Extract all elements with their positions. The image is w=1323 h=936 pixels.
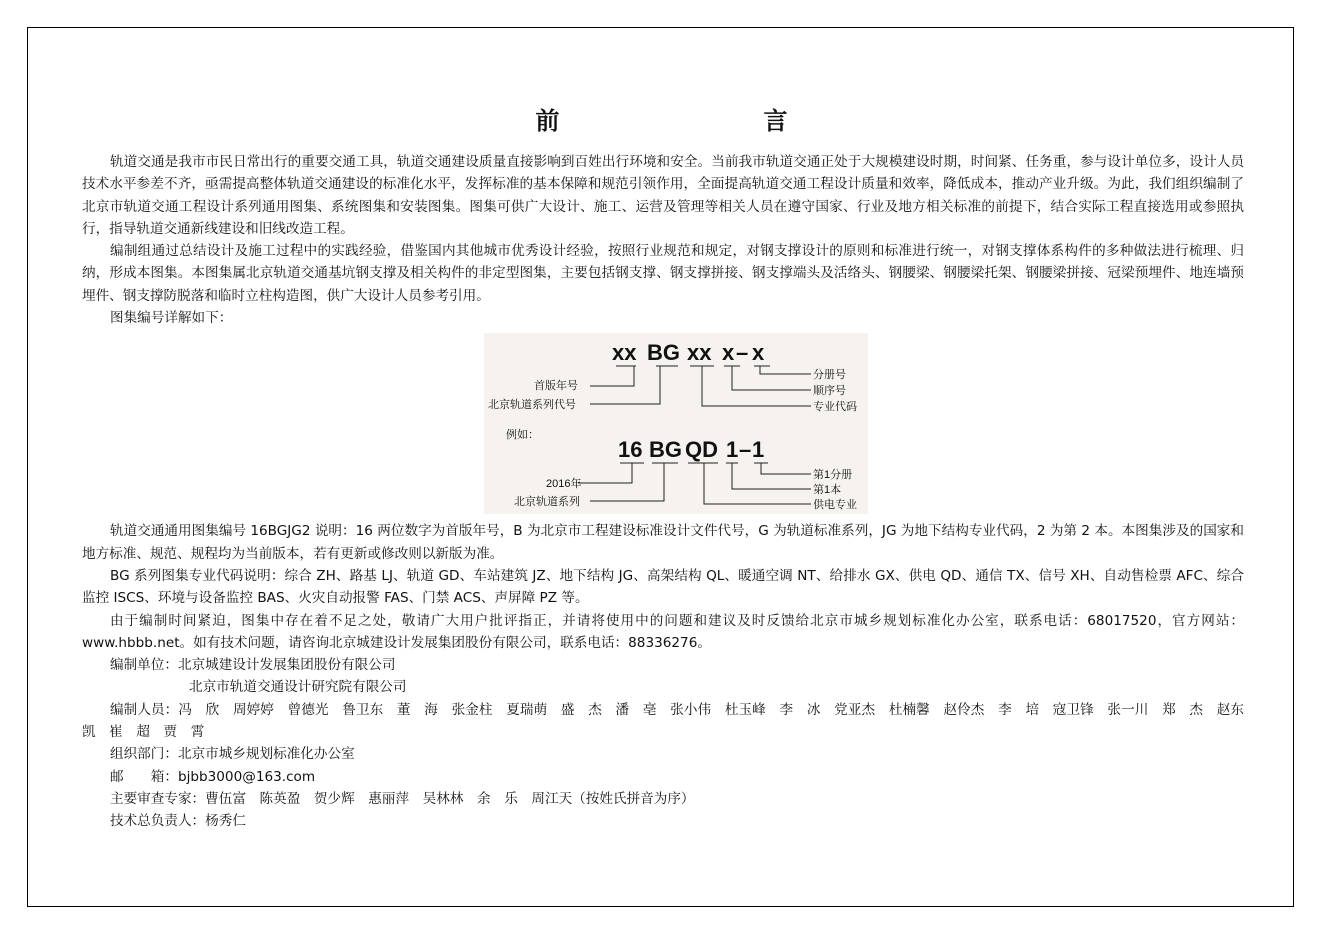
code-discipline-example: QD	[685, 437, 718, 463]
label-volume-no: 分册号	[813, 369, 846, 382]
numbering-diagram	[484, 333, 868, 514]
organizing-department: 组织部门：北京市城乡规划标准化办公室	[110, 746, 355, 763]
leader-discipline-top	[702, 366, 811, 406]
number-explanation: 轨道交通通用图集编号 16BGJG2 说明：16 两位数字为首版年号，B 为北京市工程建设标准设计文件代号，G 为轨道标准系列，JG 为地下结构专业代码，2 为第 2 本。本图集涉及的国家和地方标准、规范、规程均为当前版本，若有更新或修改则以新版为准。	[82, 523, 1244, 562]
intro-paragraph: 轨道交通是我市市民日常出行的重要交通工具，轨道交通建设质量直接影响到百姓出行环境和安全。当前我市轨道交通正处于大规模建设时期，时间紧、任务重，参与设计单位多，设计人员技术水平参差不齐，亟需提高整体轨道交通建设的标准化水平，发挥标准的基本保障和规范引领作用，全面提高轨道交通工程设计质量和效率，降低成本，推动产业升级。为此，我们组织编制了北京市轨道交通工程设计系列通用图集、系统图集和安装图集。图集可供广大设计、施工、运营及管理等相关人员在遵守国家、行业及地方相关标准的前提下，结合实际工程直接选用或参照执行，指导轨道交通新线建设和旧线改造工程。	[82, 154, 1244, 237]
numbering-diagram-svg	[484, 333, 868, 514]
compiling-staff: 编制人员：冯 欣 周婷婷 曾德光 鲁卫东 董 海 张金柱 夏瑞萌 盛 杰 潘 亳 张小伟 杜玉峰 李 冰 党亚杰 杜楠馨 赵伶杰 李 培 寇卫锋 张一川 郑 杰 赵东凯 崔 超 贾 霄	[82, 701, 1244, 741]
code-year-placeholder: xx	[612, 340, 637, 366]
code-volume-placeholder: x	[752, 340, 765, 366]
code-order-example: 1	[726, 437, 739, 463]
leader-series-top	[590, 366, 660, 404]
label-power-discipline: 供电专业	[813, 499, 857, 512]
code-volume-example: 1	[752, 437, 765, 463]
review-experts: 主要审查专家：曹伍富 陈英盈 贺少辉 惠丽萍 吴林林 余 乐 周江天（按姓氏拼音为序）	[110, 790, 695, 807]
label-volume-1: 第1分册	[813, 469, 853, 482]
leader-volume-top	[760, 366, 811, 374]
code-dash-example: –	[739, 437, 752, 463]
contact-email: 邮 箱：bjbb3000@163.com	[110, 768, 316, 785]
label-first-year: 首版年号	[534, 380, 578, 393]
compiling-unit: 编制单位：北京城建设计发展集团股份有限公司	[110, 657, 396, 674]
document-body	[82, 151, 1244, 833]
numbering-intro: 图集编号详解如下：	[110, 310, 233, 327]
label-order-no: 顺序号	[813, 385, 846, 398]
code-discipline-placeholder: xx	[687, 340, 712, 366]
leader-discipline-bottom	[704, 463, 811, 504]
page-title: 前 言	[535, 106, 840, 135]
code-series-example: BG	[649, 437, 682, 463]
discipline-codes: BG 系列图集专业代码说明：综合 ZH、路基 LJ、轨道 GD、车站建筑 JZ、地下结构 JG、高架结构 QL、暖通空调 NT、给排水 GX、供电 QD、通信 TX、信号 XH、自动售检票 AFC、综合监控 ISCS、环境与设备监控 BAS、火灾自动报警 FAS、门禁 ACS、声屏障 PZ 等。	[82, 567, 1244, 607]
label-beijing-series: 北京轨道系列	[514, 496, 580, 509]
technical-lead: 技术总负责人：杨秀仁	[110, 813, 246, 830]
label-book-1: 第1本	[813, 484, 842, 497]
leader-series-bottom	[590, 463, 664, 501]
compiling-unit-2: 北京市轨道交通设计研究院有限公司	[189, 679, 407, 696]
feedback-paragraph: 由于编制时间紧迫，图集中存在着不足之处，敬请广大用户批评指正，并请将使用中的问题和建议及时反馈给北京市城乡规划标准化办公室，联系电话：68017520，官方网站：www.hbbb.net。如有技术问题，请咨询北京城建设计发展集团股份有限公司，联系电话：88336276。	[82, 612, 1244, 651]
code-dash-top: –	[736, 340, 749, 366]
leader-order-top	[732, 366, 811, 390]
scope-paragraph: 编制组通过总结设计及施工过程中的实践经验，借鉴国内其他城市优秀设计经验，按照行业规范和规定，对钢支撑设计的原则和标准进行统一，对钢支撑体系构件的多种做法进行梳理、归纳，形成本图集。本图集属北京轨道交通基坑钢支撑及相关构件的非定型图集，主要包括钢支撑、钢支撑拼接、钢支撑端头及活络头、钢腰梁、钢腰梁托架、钢腰梁拼接、冠梁预埋件、地连墙预埋件、钢支撑防脱落和临时立柱构造图，供广大设计人员参考引用。	[82, 243, 1244, 304]
code-year-example: 16	[618, 437, 643, 463]
label-year-2016: 2016年	[546, 478, 582, 491]
label-series-code: 北京轨道系列代号	[488, 399, 576, 412]
leader-order-bottom	[732, 463, 811, 489]
leader-year-bottom	[578, 463, 632, 483]
leader-volume-bottom	[761, 463, 811, 474]
code-order-placeholder: x	[722, 340, 735, 366]
label-example: 例如：	[506, 429, 539, 442]
label-discipline-code: 专业代码	[813, 401, 857, 414]
leader-year-top	[590, 366, 634, 386]
code-series-top: BG	[647, 340, 680, 366]
